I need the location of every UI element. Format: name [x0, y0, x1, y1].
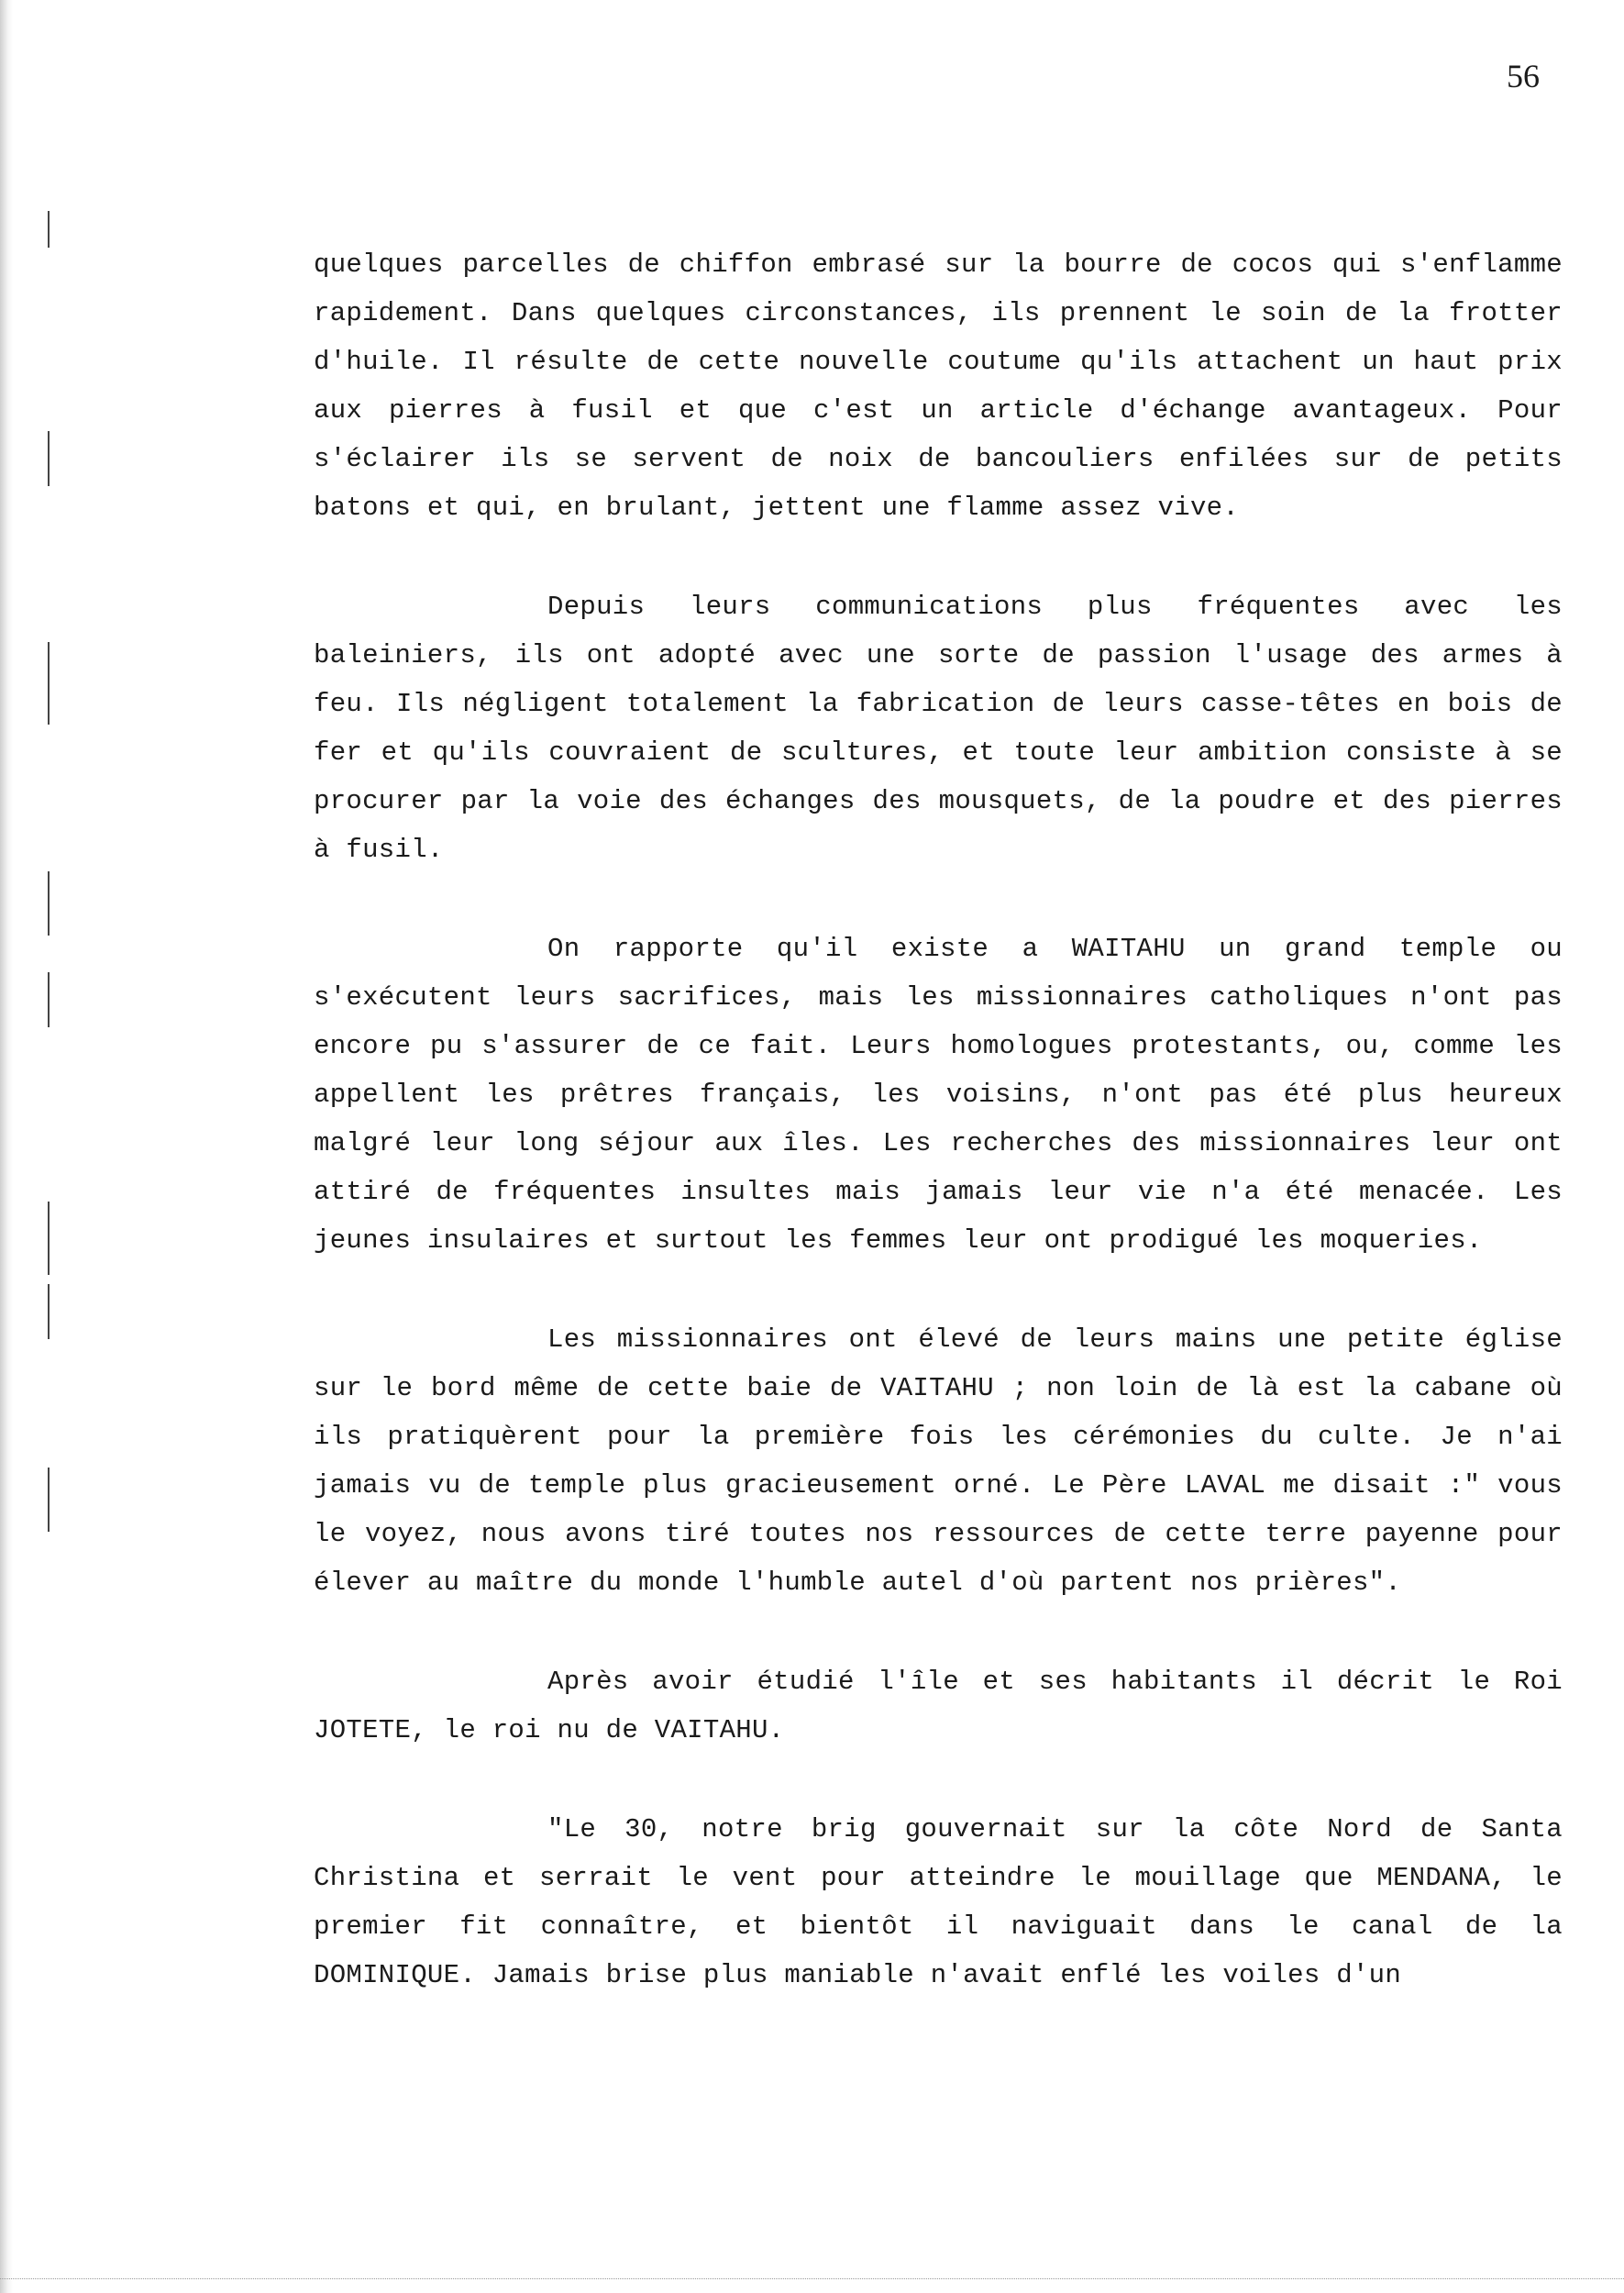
- margin-mark: [48, 1284, 50, 1339]
- margin-mark: [48, 211, 50, 248]
- page-number: 56: [1507, 58, 1540, 94]
- binding-edge: [0, 0, 13, 2293]
- body-text: [314, 240, 1563, 2050]
- paragraph-1: quelques parcelles de chiffon embrasé sur la bourre de cocos qui s'enflamme rapidement. Dans quelques circonstances, ils prennent le soin de la frotter d'huile. Il résulte de cette nouvelle coutume qu'ils attachent un haut prix aux pierres à fusil et que c'est un article d'échange avantageux. Pour s'éclairer ils se servent de noix de bancouliers enfilées sur de petits batons et qui, en brulant, jettent une flamme assez vive.: [314, 249, 1563, 523]
- margin-mark: [48, 871, 50, 936]
- margin-mark: [48, 972, 50, 1027]
- page-bottom-edge: [0, 2278, 1624, 2280]
- margin-mark: [48, 431, 50, 486]
- paragraph-3: On rapporte qu'il existe a WAITAHU un grand temple ou s'exécutent leurs sacrifices, mais les missionnaires catholiques n'ont pas encore pu s'assurer de ce fait. Leurs homologues protestants, ou, comme les appellent les prêtres français, les voisins, n'ont pas été plus heureux malgré leur long séjour aux îles. Les recherches des missionnaires leur ont attiré de fréquentes insultes mais jamais leur vie n'a été menacée. Les jeunes insulaires et surtout les femmes leur ont prodigué les moqueries.: [314, 934, 1563, 1256]
- margin-mark: [48, 1202, 50, 1275]
- margin-mark: [48, 642, 50, 725]
- margin-mark: [48, 1468, 50, 1532]
- paragraph-6: "Le 30, notre brig gouvernait sur la côte Nord de Santa Christina et serrait le vent pour atteindre le mouillage que MENDANA, le premier fit connaître, et bientôt il naviguait dans le canal de la DOMINIQUE. Jamais brise plus maniable n'avait enflé les voiles d'un: [314, 1814, 1563, 1990]
- paragraph-4: Les missionnaires ont élevé de leurs mains une petite église sur le bord même de cette baie de VAITAHU ; non loin de là est la cabane où ils pratiquèrent pour la première fois les cérémonies du culte. Je n'ai jamais vu de temple plus gracieusement orné. Le Père LAVAL me disait :" vous le voyez, nous avons tiré toutes nos ressources de cette terre payenne pour élever au maître du monde l'humble autel d'où partent nos prières".: [314, 1324, 1563, 1598]
- paragraph-5: Après avoir étudié l'île et ses habitants il décrit le Roi JOTETE, le roi nu de VAITAHU.: [314, 1667, 1563, 1745]
- paragraph-2: Depuis leurs communications plus fréquentes avec les baleiniers, ils ont adopté avec une sorte de passion l'usage des armes à feu. Ils négligent totalement la fabrication de leurs casse-têtes en bois de fer et qu'ils couvraient de scultures, et toute leur ambition consiste à se procurer par la voie des échanges des mousquets, de la poudre et des pierres à fusil.: [314, 592, 1563, 865]
